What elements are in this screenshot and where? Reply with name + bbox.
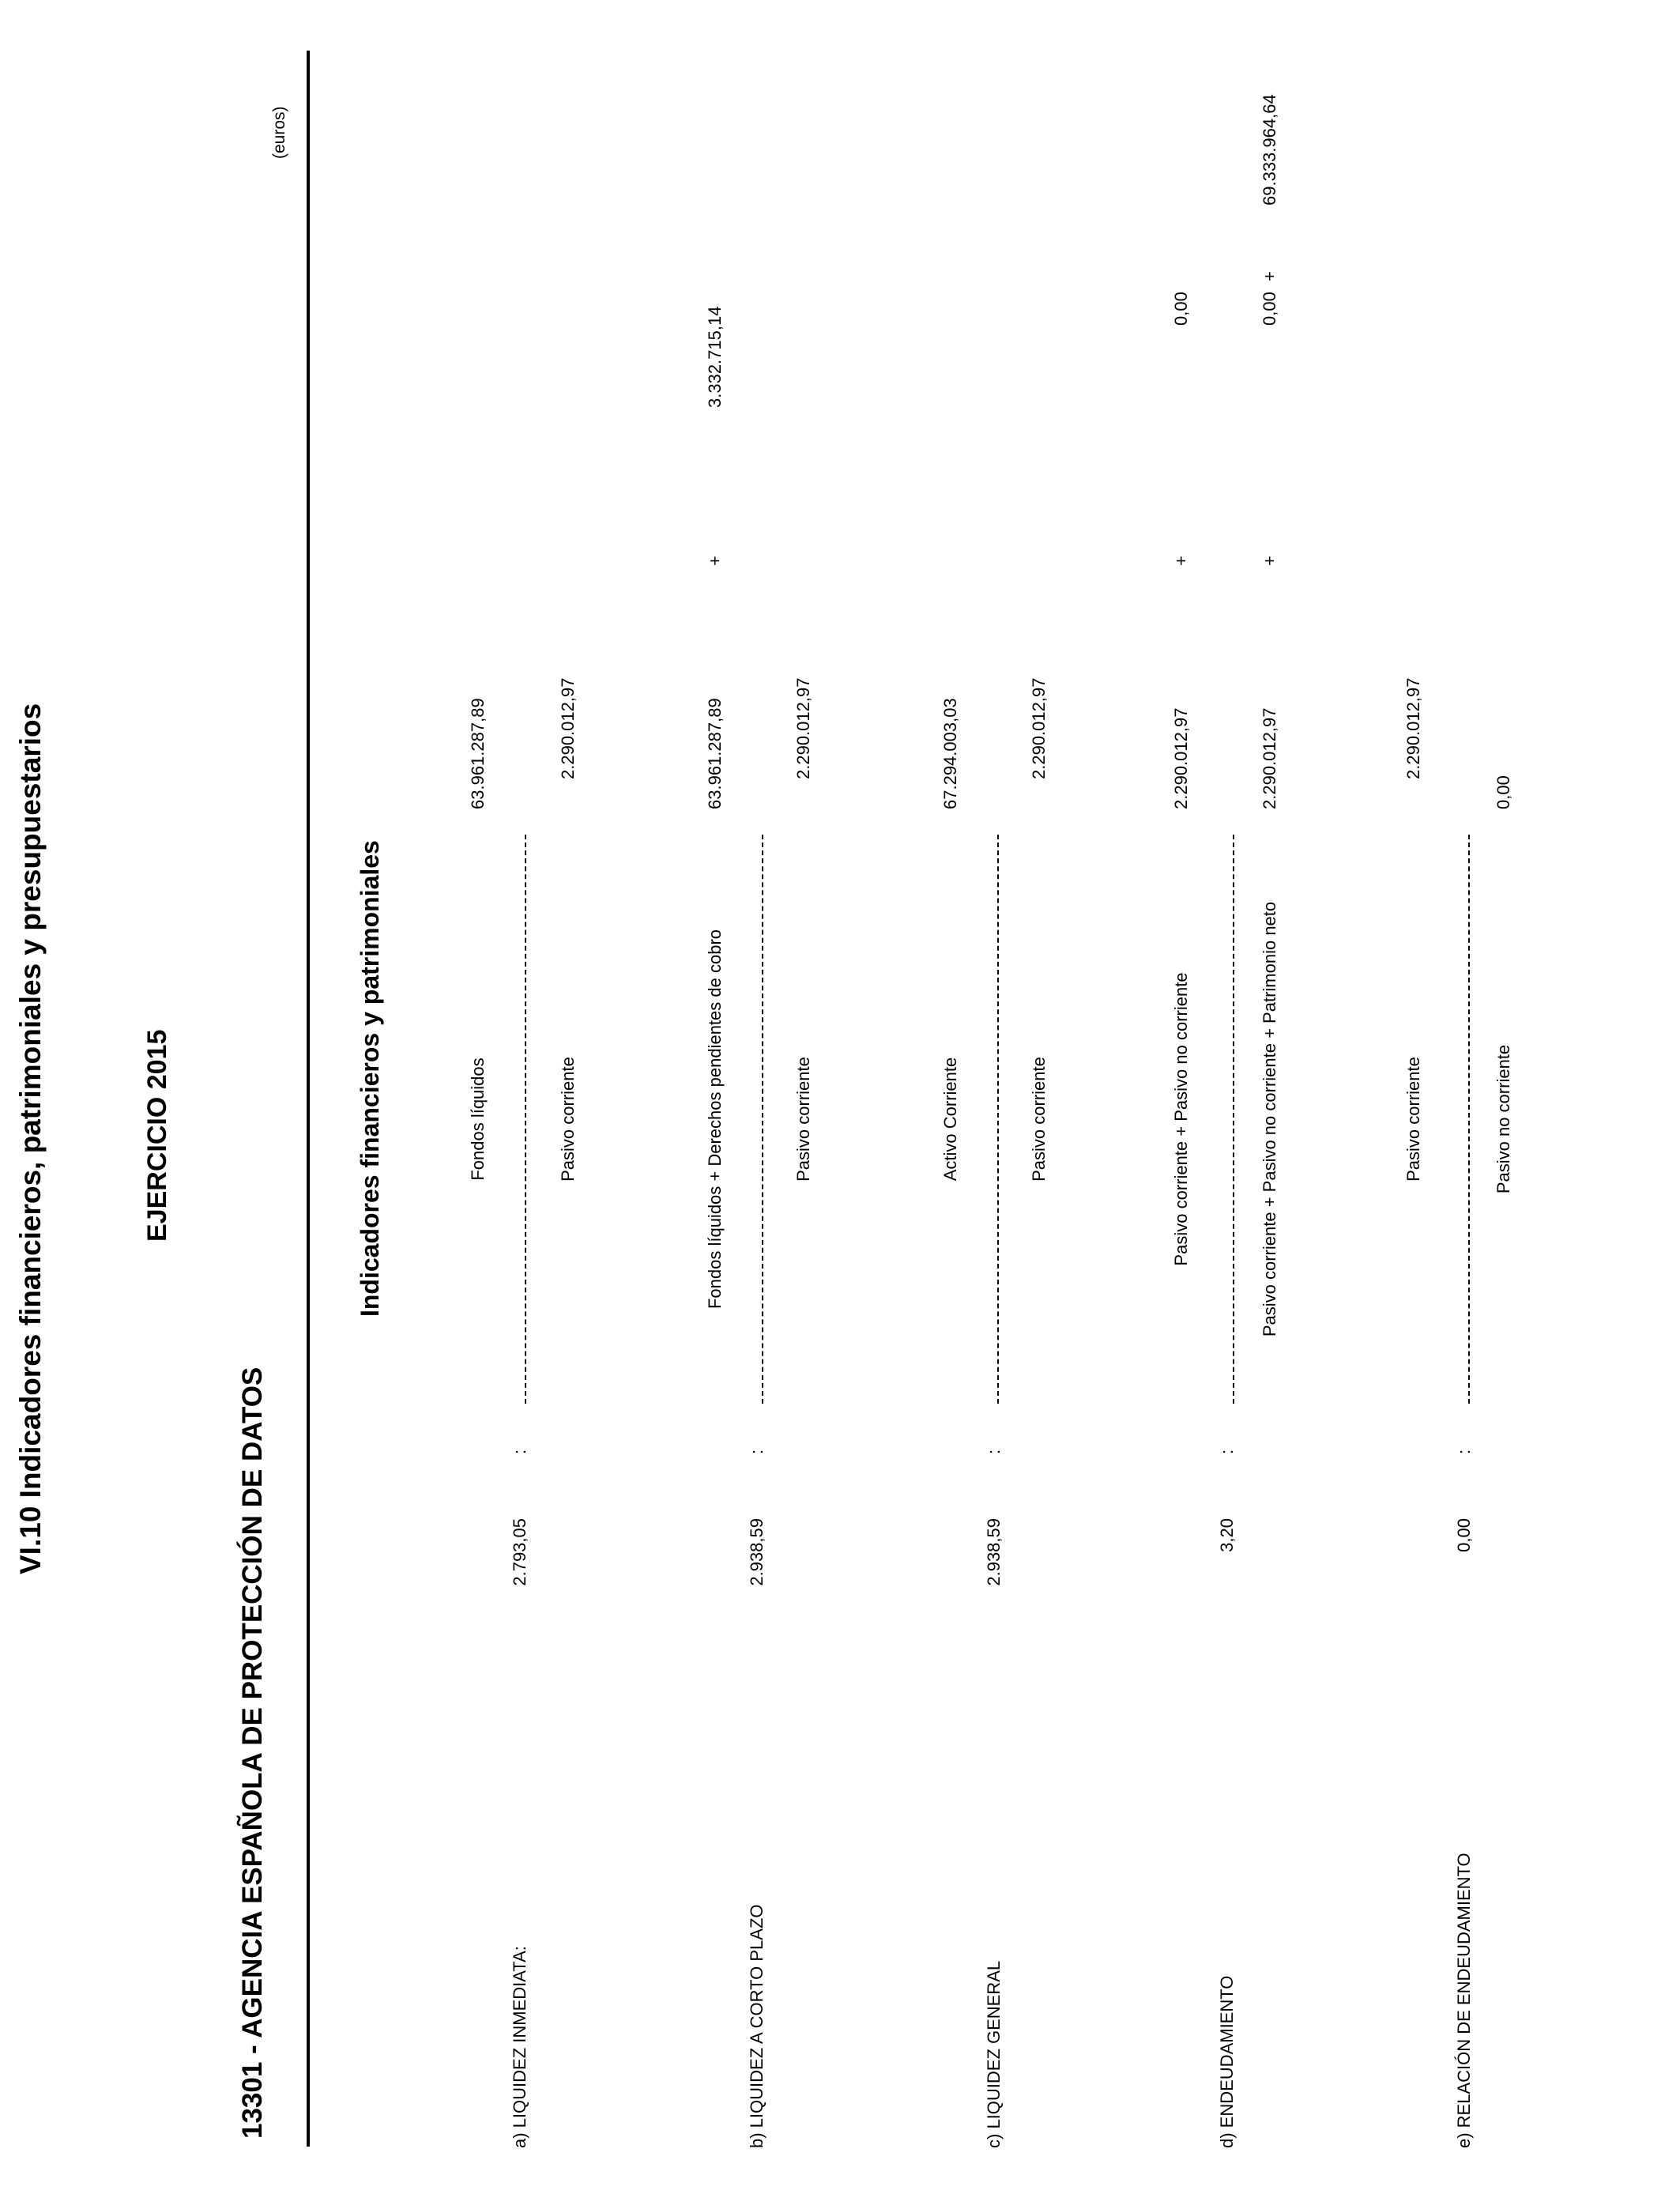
denominator-value: 2.290.012,97 (558, 677, 578, 779)
indicator-result: 0,00 (1454, 1518, 1474, 1552)
denominator-label: Pasivo no corriente (1494, 1044, 1513, 1194)
denominator-value: 2.290.012,97 (1260, 707, 1279, 809)
numerator-value: 63.961.287,89 (468, 698, 488, 809)
denominator-label: Pasivo corriente (793, 1057, 813, 1182)
denominator-value: 0,00 (1494, 775, 1513, 809)
indicator-result: 2.938,59 (747, 1518, 767, 1586)
numerator-label: Fondos líquidos (468, 1057, 488, 1181)
result-colon: : (1454, 1449, 1474, 1454)
plus-sign: + (1260, 271, 1279, 281)
numerator-value: 2.290.012,97 (1171, 707, 1191, 809)
denominator-value-2: 0,00 (1260, 292, 1279, 326)
indicator-label: d) ENDEUDAMIENTO (1217, 1975, 1237, 2148)
indicator-result: 2.938,59 (984, 1518, 1004, 1586)
result-colon: : (510, 1449, 529, 1454)
header-rule (307, 51, 310, 2147)
numerator-value: 67.294.003,03 (940, 698, 960, 809)
fraction-line (1233, 835, 1234, 1404)
indicator-label: e) RELACIÓN DE ENDEUDAMIENTO (1454, 1853, 1474, 2148)
denominator-label: Pasivo corriente + Pasivo no corriente + Patrimonio neto (1260, 901, 1279, 1337)
indicator-label: c) LIQUIDEZ GENERAL (984, 1960, 1004, 2148)
fraction-line (997, 835, 999, 1404)
fraction-line (1468, 835, 1470, 1404)
fiscal-year: EJERCICIO 2015 (142, 1029, 172, 1242)
numerator-label: Pasivo corriente (1403, 1057, 1423, 1182)
organization-name: 13301 - AGENCIA ESPAÑOLA DE PROTECCIÓN DE DATOS (237, 1367, 268, 2139)
indicator-result: 3,20 (1217, 1518, 1237, 1552)
result-colon: : (984, 1449, 1004, 1454)
numerator-value: 2.290.012,97 (1403, 677, 1423, 779)
denominator-label: Pasivo corriente (1029, 1057, 1049, 1182)
plus-sign: + (1260, 556, 1279, 566)
indicator-label: a) LIQUIDEZ INMEDIATA: (510, 1946, 529, 2148)
numerator-value: 63.961.287,89 (705, 698, 725, 809)
page-title: VI.10 Indicadores financieros, patrimoniales y presupuestarios (14, 703, 47, 1574)
numerator-label: Fondos líquidos + Derechos pendientes de cobro (705, 929, 725, 1310)
denominator-value: 2.290.012,97 (793, 677, 813, 779)
result-colon: : (1217, 1449, 1237, 1454)
indicator-result: 2.793,05 (510, 1518, 529, 1586)
denominator-label: Pasivo corriente (558, 1057, 578, 1182)
indicator-label: b) LIQUIDEZ A CORTO PLAZO (747, 1904, 767, 2148)
numerator-value-2: 0,00 (1171, 292, 1191, 326)
fraction-line (762, 835, 763, 1404)
numerator-value-2: 3.332.715,14 (705, 306, 725, 408)
plus-sign: + (705, 556, 725, 566)
denominator-value-3: 69.333.964,64 (1260, 94, 1279, 205)
plus-sign: + (1171, 556, 1191, 566)
section-title: Indicadores financieros y patrimoniales (356, 840, 384, 1317)
numerator-label: Pasivo corriente + Pasivo no corriente (1171, 972, 1191, 1266)
fraction-line (525, 835, 526, 1404)
units-label: (euros) (270, 106, 288, 159)
result-colon: : (747, 1449, 767, 1454)
numerator-label: Activo Corriente (940, 1057, 960, 1182)
denominator-value: 2.290.012,97 (1029, 677, 1049, 779)
